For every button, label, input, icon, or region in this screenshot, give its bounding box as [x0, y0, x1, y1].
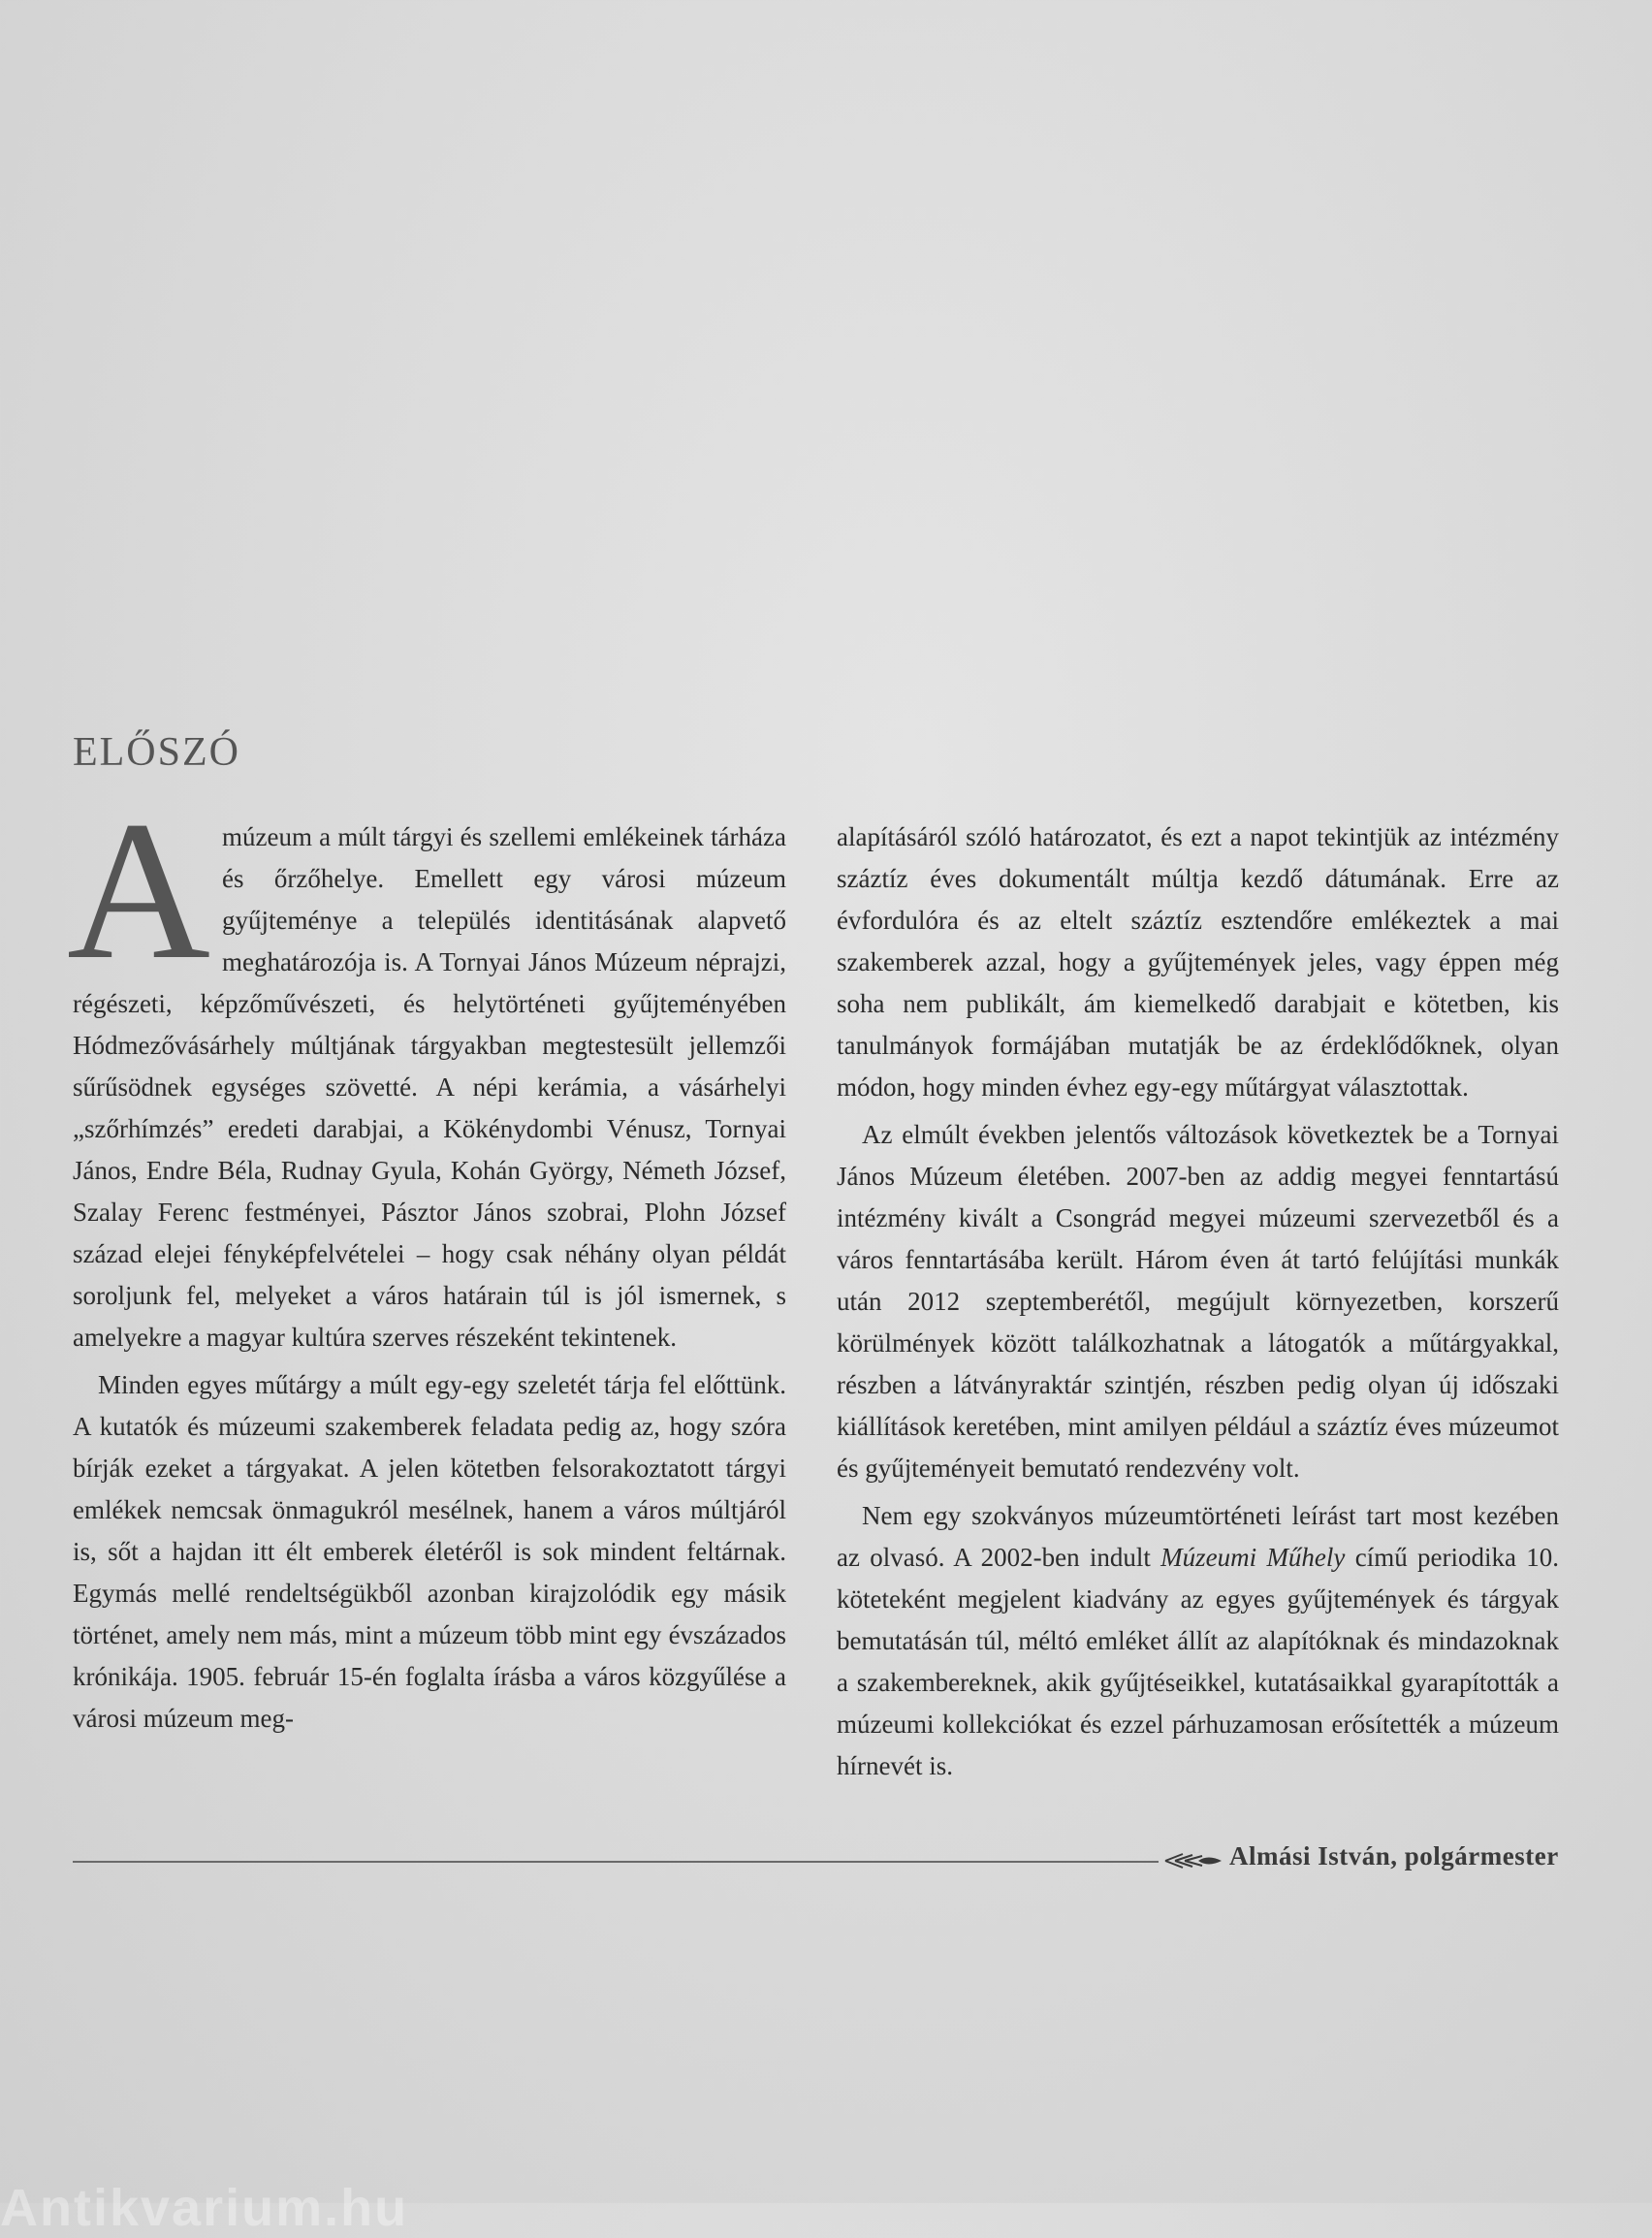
- signature: Almási István, polgármester: [1229, 1841, 1559, 1870]
- ornament-flourish-icon: [1163, 1850, 1223, 1871]
- signature-rule: [73, 1861, 1159, 1863]
- paragraph: Minden egyes műtárgy a múlt egy-egy szeletét tárja fel előttünk. A kutatók és múzeumi szakemberek feladata pedig az, hogy szóra bírják ezeket a tárgyakat. A jelen kötetben felsorakoztatott tárgyi emlékek nemcsak önmagukról mesélnek, hanem a város múltjáról is, sőt a hajdan itt élt emberek életéről is sok mindent feltárnak. Egymás mellé rendeltségükből azonban kirajzolódik egy másik történet, amely nem más, mint a múzeum több mint egy évszázados krónikája. 1905. február 15-én foglalta írásba a város közgyűlése a városi múzeum meg-: [73, 1370, 786, 1733]
- page-title: ELŐSZÓ: [73, 730, 240, 775]
- periodical-title: Múzeumi Műhely: [1160, 1543, 1346, 1572]
- paragraph: alapításáról szóló határozatot, és ezt a napot tekintjük az intézmény száztíz éves dokumentált múltja kezdő dátumának. Erre az évfordulóra és az eltelt száztíz esztendőre emlékeztek a mai szakemberek azzal, hogy a gyűjtemények jeles, vagy éppen még soha nem publikált, ám kiemelkedő darabjait e kötetben, kis tanulmányok formájában mutatják be az érdeklődőknek, olyan módon, hogy minden évhez egy-egy műtárgyat választottak.: [837, 822, 1559, 1102]
- paragraph: [67, 781, 786, 1359]
- right-column: [837, 816, 1559, 1787]
- paragraph-text: című periodika 10. köteteként megjelent kiadvány az egyes gyűjtemények és tárgyak bemutatásán túl, méltó emléket állít az alapítóknak és mindazoknak a szakembereknek, akik gyűjtéseikkel, kutatásaikkal gyarapították a múzeumi kollekciókat és ezzel párhuzamosan erősítették a múzeum hírnevét is.: [837, 1543, 1559, 1780]
- paragraph: [837, 1495, 1559, 1787]
- paragraph-text: Nem egy szokványos múzeumtörténeti leírást tart most kezében az olvasó. A 2002-ben indult: [837, 1501, 1559, 1572]
- drop-cap: A: [67, 781, 211, 1001]
- paragraph: Az elmúlt években jelentős változások következtek be a Tornyai János Múzeum életében. 2007-ben az addig megyei fenntartású intézmény kivált a Csongrád megyei múzeumi szervezetből és a város fenntartásába került. Három éven át tartó felújítási munkák után 2012 szeptemberétől, megújult környezetben, korszerű körülmények között találkozhatnak a látogatók a műtárgyakkal, részben a látványraktár szintjén, részben pedig olyan új időszaki kiállítások keretében, mint amilyen például a száztíz éves múzeumot és gyűjteményeit bemutató rendezvény volt.: [837, 1120, 1559, 1483]
- paragraph-text: múzeum a múlt tárgyi és szellemi emlékeinek tárháza és őrzőhelye. Emellett egy városi múzeum gyűjteménye a település identitásának alapvető meghatározója is. A Tornyai János Múzeum néprajzi, régészeti, képzőművészeti, és helytörténeti gyűjteményében Hódmezővásárhely múltjának tárgyakban megtestesült jellemzői sűrűsödnek egységes szövetté. A népi kerámia, a vásárhelyi „szőrhímzés” eredeti darabjai, a Kökénydombi Vénusz, Tornyai János, Endre Béla, Rudnay Gyula, Kohán György, Németh József, Szalay Ferenc festményei, Pásztor János szobrai, Plohn József század elejei fényképfelvételei – hogy csak néhány olyan példát soroljunk fel, melyeket a város határain túl is jól ismernek, s amelyekre a magyar kultúra szerves részeként tekintenek.: [73, 822, 786, 1352]
- left-column: [67, 781, 786, 1740]
- watermark: Antikvarium.hu: [0, 2179, 409, 2237]
